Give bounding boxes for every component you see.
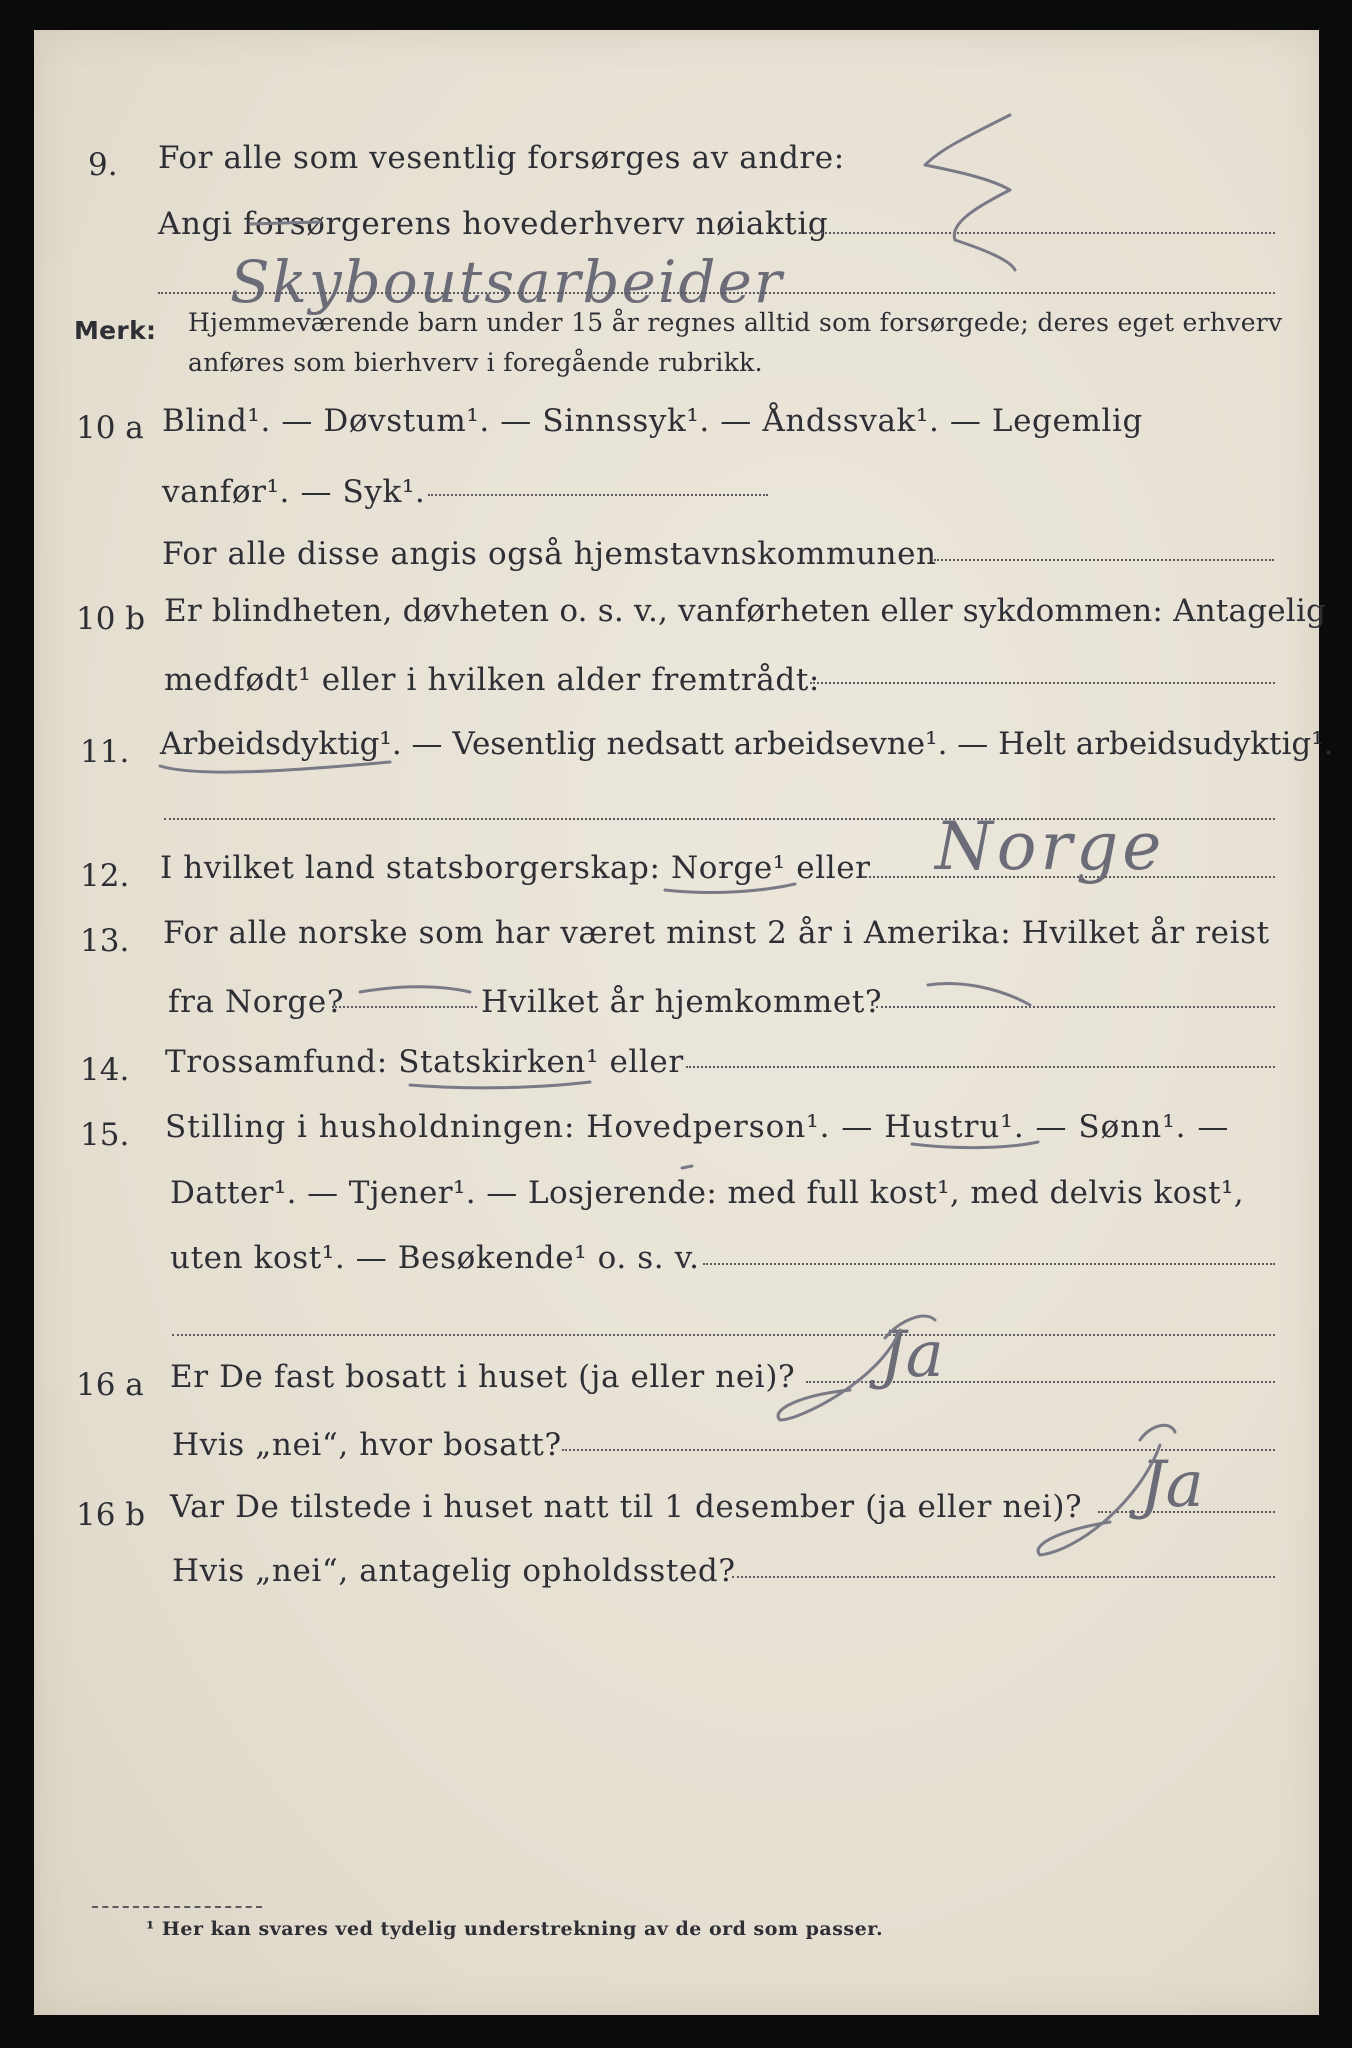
q10a-number: 10 a <box>76 410 144 446</box>
q16a-number: 16 a <box>76 1367 144 1403</box>
q13-line1: For alle norske som har været minst 2 år i Amerika: Hvilket år reist <box>163 915 1270 951</box>
q12-handwritten-answer: Norge <box>935 808 1166 885</box>
q12-line1: I hvilket land statsborgerskap: Norge¹ eller <box>160 850 871 886</box>
q15-line3: uten kost¹. — Besøkende¹ o. s. v. <box>170 1240 700 1276</box>
q9-question-line2: Angi forsørgerens hovederhverv nøiaktig <box>158 206 829 242</box>
q9-question-line1: For alle som vesentlig forsørges av andre: <box>158 140 845 176</box>
q15-line2: Datter¹. — Tjener¹. — Losjerende: med full kost¹, med delvis kost¹, <box>170 1175 1245 1211</box>
q10b-line2: medfødt¹ eller i hvilken alder fremtrådt: <box>164 662 820 698</box>
q16a-line2: Hvis „nei“, hvor bosatt? <box>172 1427 562 1463</box>
ditto-mark-q9 <box>925 115 1015 270</box>
ditto-mark-hjemkommet <box>928 984 1030 1005</box>
q11-line1: Arbeidsdyktig¹. — Vesentlig nedsatt arbeidsevne¹. — Helt arbeidsudyktig¹. <box>160 726 1334 762</box>
q15-number: 15. <box>80 1117 130 1153</box>
q14-number: 14. <box>80 1052 130 1088</box>
q16a-line1: Er De fast bosatt i huset (ja eller nei)? <box>170 1359 796 1395</box>
q16b-handwritten-answer: Ja <box>1140 1448 1204 1522</box>
underline-hustru <box>912 1142 1038 1148</box>
q10a-line3: For alle disse angis også hjemstavnskommunen <box>162 536 937 572</box>
merk-line2: anføres som bierhverv i foregående rubrikk. <box>188 348 763 377</box>
q11-number: 11. <box>80 734 130 770</box>
q10b-line1: Er blindheten, døvheten o. s. v., vanførheten eller sykdommen: Antagelig <box>164 593 1327 629</box>
footnote-text: ¹ Her kan svares ved tydelig understrekning av de ord som passer. <box>146 1918 884 1940</box>
merk-line1: Hjemmeværende barn under 15 år regnes alltid som forsørgede; deres eget erhverv <box>188 308 1283 337</box>
underline-statskirken <box>410 1082 590 1088</box>
q9-handwritten-answer: Skyboutsarbeider <box>230 248 784 316</box>
ditto-mark-reist <box>360 987 470 992</box>
q16b-number: 16 b <box>76 1497 146 1533</box>
q10b-number: 10 b <box>76 601 146 637</box>
q10a-line1: Blind¹. — Døvstum¹. — Sinnssyk¹. — Åndssvak¹. — Legemlig <box>162 403 1143 439</box>
q14-line1: Trossamfund: Statskirken¹ eller <box>165 1044 684 1080</box>
merk-label: Merk: <box>74 316 157 345</box>
q16a-handwritten-answer: Ja <box>880 1318 944 1392</box>
q16b-line2: Hvis „nei“, antagelig opholdssted? <box>172 1553 736 1589</box>
underline-arbeidsdyktig <box>160 762 390 772</box>
q9-number: 9. <box>88 147 118 183</box>
q12-number: 12. <box>80 858 130 894</box>
q13-line2b: Hvilket år hjemkommet? <box>481 984 883 1020</box>
q16b-line1: Var De tilstede i huset natt til 1 desember (ja eller nei)? <box>170 1489 1083 1525</box>
q13-number: 13. <box>80 923 130 959</box>
q15-line1: Stilling i husholdningen: Hovedperson¹. — Hustru¹. — Sønn¹. — <box>165 1109 1230 1145</box>
underline-norge <box>665 884 795 892</box>
q13-line2a: fra Norge? <box>168 984 345 1020</box>
q10a-line2: vanfør¹. — Syk¹. <box>162 474 426 510</box>
